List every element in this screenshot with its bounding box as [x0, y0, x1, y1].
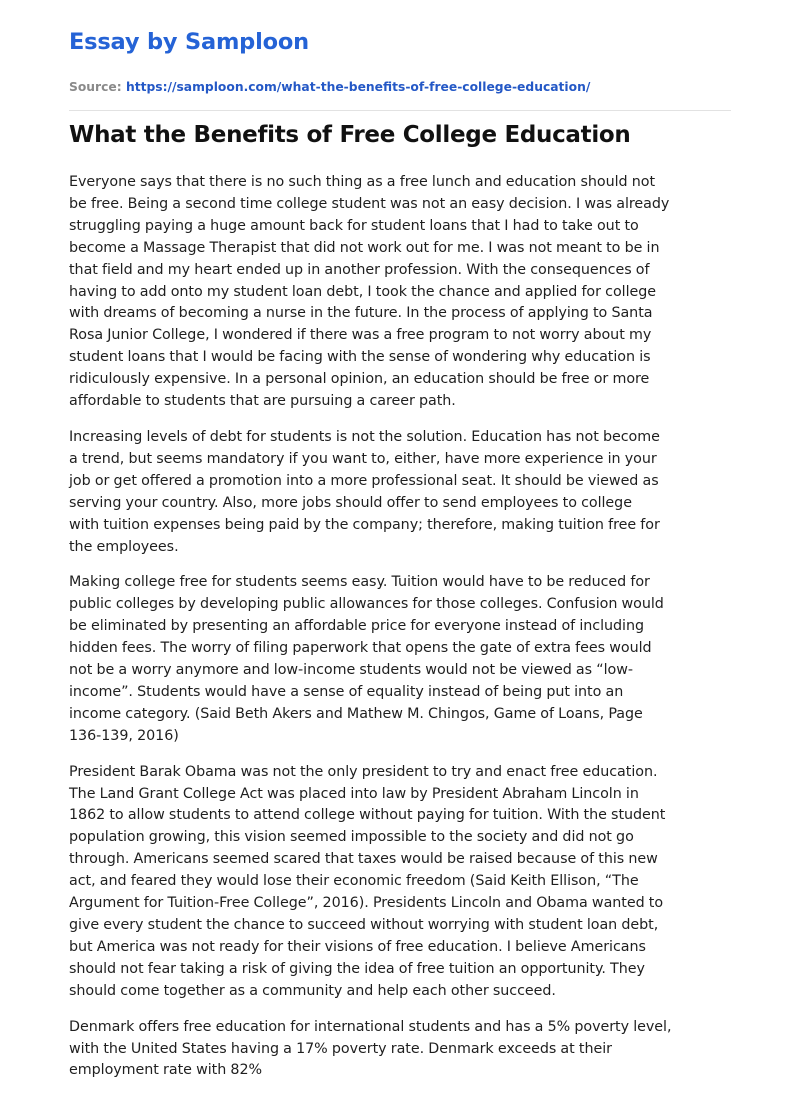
paragraph-line: Rosa Junior College, I wondered if there was a free program to not worry about my [69, 327, 652, 344]
paragraph-line: President Barak Obama was not the only president to try and enact free education. [69, 763, 658, 780]
paragraph-line: a trend, but seems mandatory if you want to, either, have more experience in your [69, 450, 657, 467]
paragraph-line: act, and feared they would lose their economic freedom (Said Keith Ellison, “The [69, 873, 639, 890]
paragraph-line: with the United States having a 17% poverty rate. Denmark exceeds at their [69, 1040, 612, 1057]
paragraph-line: ridiculously expensive. In a personal opinion, an education should be free or more [69, 371, 650, 388]
paragraph-line: income”. Students would have a sense of equality instead of being put into an [69, 683, 624, 700]
essay-body [69, 172, 731, 1096]
paragraph-line: that field and my heart ended up in another profession. With the consequences of [69, 261, 650, 278]
paragraph-line: Everyone says that there is no such thing as a free lunch and education should not [69, 174, 656, 190]
paragraph-line: The Land Grant College Act was placed into law by President Abraham Lincoln in [69, 785, 639, 802]
paragraph-line: struggling paying a huge amount back for student loans that I had to take out to [69, 217, 639, 234]
paragraph-line: the employees. [69, 538, 179, 555]
essay-paragraph [69, 572, 731, 747]
paragraph-line: be eliminated by presenting an affordable price for everyone instead of including [69, 618, 644, 635]
paragraph-line: not be a worry anymore and low-income students would not be viewed as “low- [69, 662, 633, 679]
essay-paragraph [69, 427, 731, 558]
paragraph-line: population growing, this vision seemed impossible to the society and did not go [69, 829, 634, 846]
source-label: Source: [69, 80, 122, 94]
paragraph-line: Denmark offers free education for international students and has a 5% poverty level, [69, 1018, 672, 1035]
paragraph-line: should come together as a community and help each other succeed. [69, 982, 556, 999]
essay-paragraph [69, 1017, 731, 1083]
paragraph-line: be free. Being a second time college student was not an easy decision. I was already [69, 195, 670, 212]
source-line [69, 80, 590, 94]
paragraph-line: serving your country. Also, more jobs should offer to send employees to college [69, 494, 632, 511]
paragraph-line: become a Massage Therapist that did not work out for me. I was not meant to be in [69, 239, 660, 256]
paragraph-line: income category. (Said Beth Akers and Mathew M. Chingos, Game of Loans, Page [69, 705, 643, 722]
site-brand[interactable]: Essay by Samploon [69, 29, 309, 55]
paragraph-line: should not fear taking a risk of giving the idea of free tuition an opportunity. They [69, 960, 645, 977]
paragraph-line: 136-139, 2016) [69, 727, 179, 744]
paragraph-line: through. Americans seemed scared that taxes would be raised because of this new [69, 851, 658, 868]
paragraph-line: Making college free for students seems easy. Tuition would have to be reduced for [69, 574, 650, 591]
paragraph-line: but America was not ready for their visions of free education. I believe Americans [69, 938, 646, 955]
essay-paragraph [69, 172, 731, 413]
paragraph-line: Argument for Tuition-Free College”, 2016). Presidents Lincoln and Obama wanted to [69, 895, 664, 912]
paragraph-line: with dreams of becoming a nurse in the future. In the process of applying to Santa [69, 305, 653, 322]
paragraph-line: with tuition expenses being paid by the company; therefore, making tuition free for [69, 516, 660, 533]
paragraph-line: give every student the chance to succeed without worrying with student loan debt, [69, 917, 659, 933]
source-link[interactable]: https://samploon.com/what-the-benefits-of-free-college-education/ [125, 80, 591, 94]
essay-title: What the Benefits of Free College Education [69, 122, 631, 148]
paragraph-line: public colleges by developing public allowances for those colleges. Confusion would [69, 596, 664, 613]
paragraph-line: Increasing levels of debt for students is not the solution. Education has not become [69, 428, 660, 445]
paragraph-line: hidden fees. The worry of filing paperwork that opens the gate of extra fees would [69, 640, 652, 657]
paragraph-line: employment rate with 82% [69, 1062, 263, 1079]
paragraph-line: student loans that I would be facing with the sense of wondering why education is [69, 349, 651, 366]
paragraph-line: affordable to students that are pursuing a career path. [69, 393, 456, 410]
paragraph-line: 1862 to allow students to attend college without paying for tuition. With the student [69, 807, 666, 824]
paragraph-line: job or get offered a promotion into a more professional seat. It should be viewed as [69, 472, 659, 489]
paragraph-line: having to add onto my student loan debt, I took the chance and applied for college [69, 283, 657, 300]
essay-paragraph [69, 762, 731, 1003]
header-divider [69, 110, 731, 111]
